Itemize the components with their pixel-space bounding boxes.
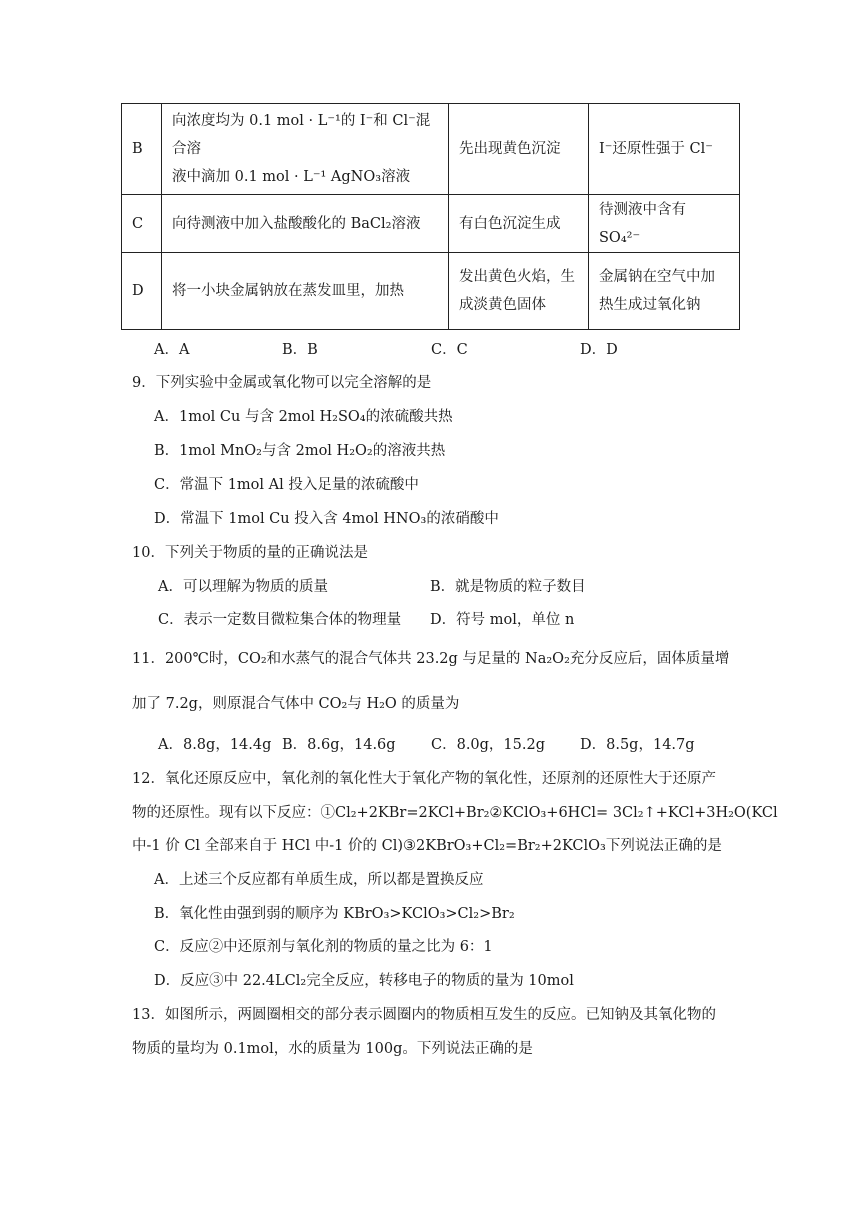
conclusion-line: 热生成过氧化钠: [599, 297, 701, 313]
option-b: B．B: [282, 342, 318, 358]
q10-option-a: A．可以理解为物质的质量: [158, 579, 328, 595]
q10-option-c: C．表示一定数目微粒集合体的物理量: [158, 612, 402, 628]
option-c: C．C: [431, 342, 468, 358]
table-row: [122, 195, 740, 253]
q11-option-b: B．8.6g，14.6g: [282, 737, 396, 753]
row-label: C: [122, 195, 162, 253]
question-13-stem-line1: 13．如图所示，两圆圈相交的部分表示圆圈内的物质相互发生的反应。已知钠及其氧化物的: [132, 1007, 716, 1023]
row-label: B: [122, 104, 162, 195]
option-d: D．D: [580, 342, 618, 358]
phenomenon-cell: [449, 253, 589, 330]
table-row: [122, 104, 740, 195]
phenomenon-cell: 有白色沉淀生成: [449, 195, 589, 253]
q12-option-c: C．反应②中还原剂与氧化剂的物质的量之比为 6：1: [154, 939, 493, 955]
question-11-stem-line1: 11．200℃时，CO₂和水蒸气的混合气体共 23.2g 与足量的 Na₂O₂充分反应后，固体质量增: [132, 651, 730, 667]
question-9-stem: 9．下列实验中金属或氧化物可以完全溶解的是: [132, 375, 432, 391]
q12-option-b: B．氧化性由强到弱的顺序为 KBrO₃>KClO₃>Cl₂>Br₂: [154, 906, 515, 922]
table-row: [122, 253, 740, 330]
phenomenon-cell: 先出现黄色沉淀: [449, 104, 589, 195]
q11-option-a: A．8.8g，14.4g: [158, 737, 272, 753]
conclusion-line: 金属钠在空气中加: [599, 269, 715, 285]
phenomenon-line: 成淡黄色固体: [459, 297, 546, 313]
q9-option-d: D．常温下 1mol Cu 投入含 4mol HNO₃的浓硝酸中: [154, 511, 499, 527]
q9-option-a: A．1mol Cu 与含 2mol H₂SO₄的浓硫酸共热: [154, 409, 453, 425]
phenomenon-line: 发出黄色火焰，生: [459, 269, 575, 285]
q11-option-c: C．8.0g，15.2g: [431, 737, 546, 753]
question-13-stem-line2: 物质的量均为 0.1mol，水的质量为 100g。下列说法正确的是: [132, 1041, 533, 1057]
question-11-stem-line2: 加了 7.2g，则原混合气体中 CO₂与 H₂O 的质量为: [132, 696, 460, 712]
option-a: A．A: [154, 342, 190, 358]
operation-line: 向浓度均为 0.1 mol · L⁻¹的 I⁻和 Cl⁻混合溶: [172, 113, 431, 157]
operation-cell: 将一小块金属钠放在蒸发皿里，加热: [162, 253, 449, 330]
question-12-stem-line1: 12．氧化还原反应中，氧化剂的氧化性大于氧化产物的氧化性，还原剂的还原性大于还原产: [132, 771, 716, 787]
q9-option-b: B．1mol MnO₂与含 2mol H₂O₂的溶液共热: [154, 443, 446, 459]
q12-option-a: A．上述三个反应都有单质生成，所以都是置换反应: [154, 872, 484, 888]
operation-cell: 向待测液中加入盐酸酸化的 BaCl₂溶液: [162, 195, 449, 253]
q12-option-d: D．反应③中 22.4LCl₂完全反应，转移电子的物质的量为 10mol: [154, 973, 574, 989]
q11-option-d: D．8.5g，14.7g: [580, 737, 695, 753]
question-12-stem-line3: 中-1 价 Cl 全部来自于 HCl 中-1 价的 Cl)③2KBrO₃+Cl₂=Br₂+2KClO₃下列说法正确的是: [132, 838, 722, 854]
conclusion-cell: 待测液中含有 SO₄²⁻: [589, 195, 740, 253]
row-label: D: [122, 253, 162, 330]
q9-option-c: C．常温下 1mol Al 投入足量的浓硫酸中: [154, 477, 419, 493]
question-10-stem: 10．下列关于物质的量的正确说法是: [132, 545, 368, 561]
operation-line: 液中滴加 0.1 mol · L⁻¹ AgNO₃溶液: [172, 169, 411, 185]
conclusion-cell: I⁻还原性强于 Cl⁻: [589, 104, 740, 195]
operation-cell: [162, 104, 449, 195]
q10-option-b: B．就是物质的粒子数目: [430, 579, 586, 595]
question-12-stem-line2: 物的还原性。现有以下反应：①Cl₂+2KBr=2KCl+Br₂②KClO₃+6HCl= 3Cl₂↑+KCl+3H₂O(KCl: [132, 805, 778, 821]
conclusion-cell: [589, 253, 740, 330]
q10-option-d: D．符号 mol，单位 n: [430, 612, 575, 628]
experiment-table: [121, 103, 740, 330]
